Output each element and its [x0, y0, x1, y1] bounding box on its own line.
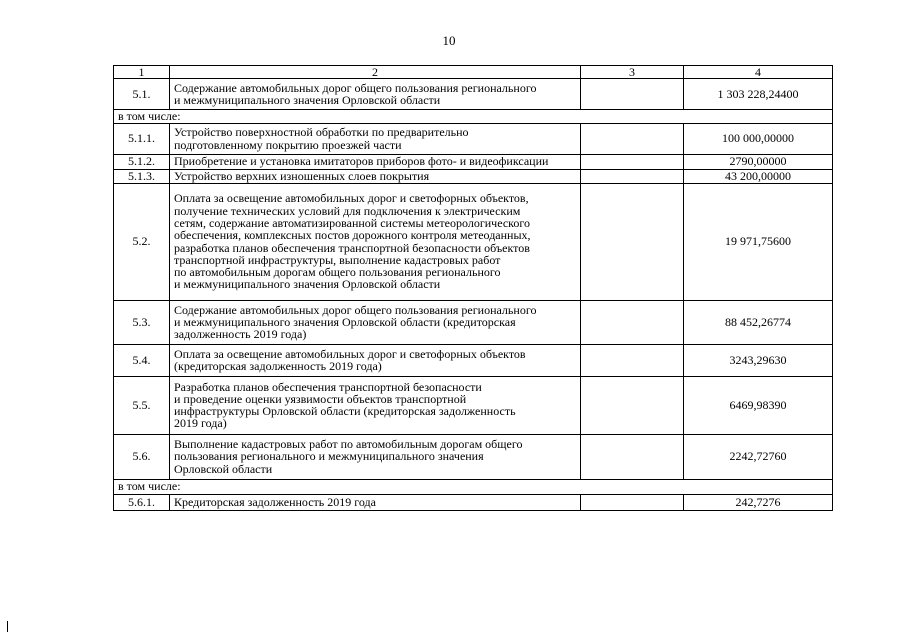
row-description: Кредиторская задолженность 2019 года	[170, 494, 581, 510]
row-number: 5.5.	[114, 376, 170, 434]
row-number: 5.1.3.	[114, 169, 170, 183]
table-row	[114, 183, 833, 300]
row-description: Выполнение кадастровых работ по автомобильным дорогам общего пользования регионального и межмуниципального значения Орловской области	[170, 434, 581, 479]
table-subheading-row	[114, 110, 833, 123]
row-value: 3243,29630	[684, 344, 833, 376]
table-row	[114, 169, 833, 183]
row-number: 5.6.	[114, 434, 170, 479]
table-row	[114, 494, 833, 510]
header-col-4: 4	[684, 66, 833, 79]
row-value: 100 000,00000	[684, 123, 833, 154]
row-col3	[581, 300, 684, 344]
row-number: 5.6.1.	[114, 494, 170, 510]
subheading-label: в том числе:	[114, 479, 833, 494]
row-value: 43 200,00000	[684, 169, 833, 183]
page-number: 10	[442, 33, 456, 48]
row-number: 5.1.	[114, 79, 170, 110]
row-description: Разработка планов обеспечения транспортной безопасности и проведение оценки уязвимости объектов транспортной инфраструктуры Орловской области (кредиторская задолженность 2019 года)	[170, 376, 581, 434]
row-col3	[581, 183, 684, 300]
header-col-1: 1	[114, 66, 170, 79]
row-value: 19 971,75600	[684, 183, 833, 300]
table-row	[114, 344, 833, 376]
row-description: Оплата за освещение автомобильных дорог и светофорных объектов (кредиторская задолженность 2019 года)	[170, 344, 581, 376]
row-number: 5.4.	[114, 344, 170, 376]
row-value: 88 452,26774	[684, 300, 833, 344]
budget-table-body	[114, 66, 833, 511]
subheading-label: в том числе:	[114, 110, 833, 123]
row-col3	[581, 344, 684, 376]
row-value: 1 303 228,24400	[684, 79, 833, 110]
row-description: Оплата за освещение автомобильных дорог и светофорных объектов, получение технических условий для подключения к электрическим сетям, содержание автоматизированной системы метеорологического обеспечения, комплексных постов дорожного контроля метеоданных, разработка планов обеспечения транспортной безопасности объектов транспортной инфраструктуры, выполнение кадастровых работ по автомобильным дорогам общего пользования регионального и межмуниципального значения Орловской области	[170, 183, 581, 300]
table-row	[114, 79, 833, 110]
row-col3	[581, 79, 684, 110]
row-value: 242,7276	[684, 494, 833, 510]
row-col3	[581, 376, 684, 434]
row-description: Содержание автомобильных дорог общего пользования регионального и межмуниципального значения Орловской области	[170, 79, 581, 110]
row-col3	[581, 434, 684, 479]
header-col-2: 2	[170, 66, 581, 79]
row-description: Устройство верхних изношенных слоев покрытия	[170, 169, 581, 183]
table-row	[114, 154, 833, 169]
margin-mark	[7, 621, 8, 632]
table-row	[114, 376, 833, 434]
row-col3	[581, 169, 684, 183]
row-col3	[581, 154, 684, 169]
row-value: 2242,72760	[684, 434, 833, 479]
row-number: 5.1.1.	[114, 123, 170, 154]
budget-table	[113, 65, 833, 511]
row-number: 5.1.2.	[114, 154, 170, 169]
row-value: 2790,00000	[684, 154, 833, 169]
row-description: Содержание автомобильных дорог общего пользования регионального и межмуниципального значения Орловской области (кредиторская задолженность 2019 года)	[170, 300, 581, 344]
row-col3	[581, 123, 684, 154]
table-row	[114, 123, 833, 154]
row-number: 5.2.	[114, 183, 170, 300]
table-subheading-row	[114, 479, 833, 494]
row-col3	[581, 494, 684, 510]
header-col-3: 3	[581, 66, 684, 79]
table-header-row	[114, 66, 833, 79]
row-description: Приобретение и установка имитаторов приборов фото- и видеофиксации	[170, 154, 581, 169]
table-row	[114, 434, 833, 479]
row-value: 6469,98390	[684, 376, 833, 434]
row-description: Устройство поверхностной обработки по предварительно подготовленному покрытию проезжей части	[170, 123, 581, 154]
table-row	[114, 300, 833, 344]
row-number: 5.3.	[114, 300, 170, 344]
